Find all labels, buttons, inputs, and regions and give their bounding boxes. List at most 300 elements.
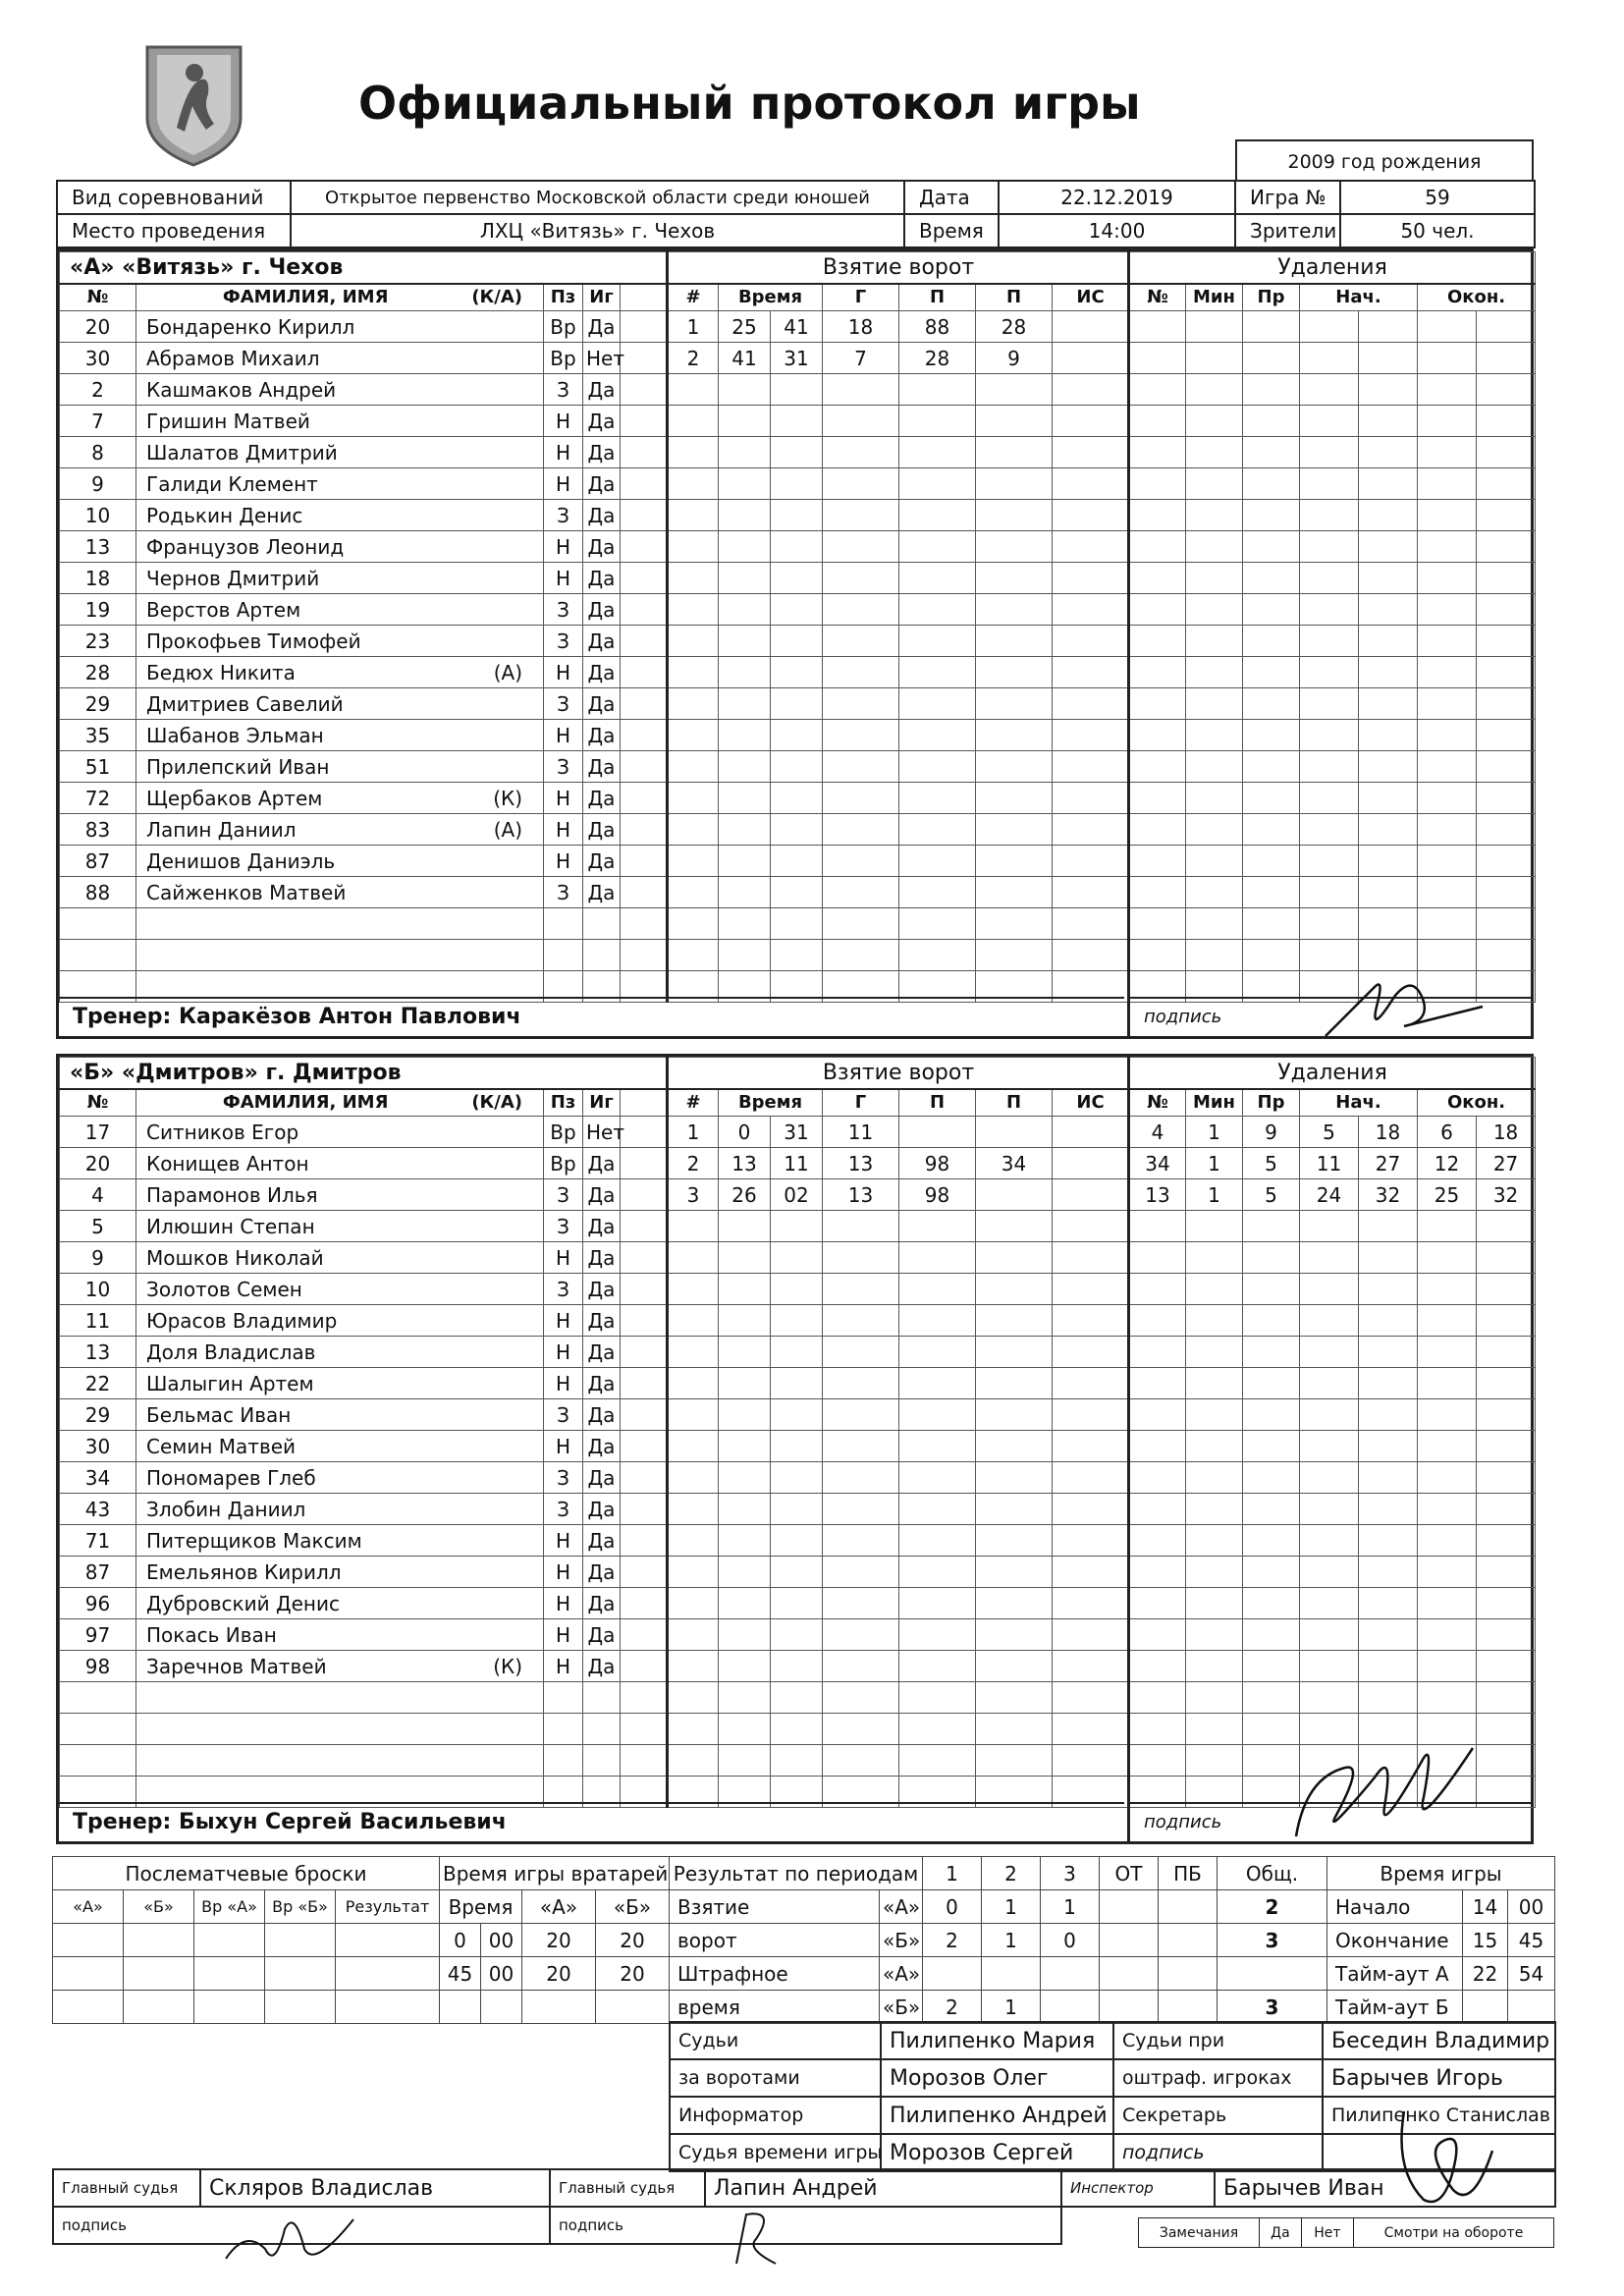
player-position [544,940,583,971]
player-played: Да [583,626,621,657]
penalty-cell [1359,1211,1418,1242]
penalty-cell [1477,468,1536,500]
blank-cell [621,1368,667,1399]
penalty-cell [1300,626,1359,657]
goal-cell [976,814,1053,846]
penalty-cell [1300,311,1359,343]
player-position: Н [544,1242,583,1274]
goal-row [668,468,1129,500]
goal-cell [823,1462,899,1494]
goal-cell: 25 [719,311,771,343]
goal-cell [668,1368,719,1399]
penalty-cell [1300,1588,1359,1619]
penalty-cell [1477,1619,1536,1651]
penalty-cell [1418,1588,1477,1619]
goal-cell [976,877,1053,908]
player-name-text: Дубровский Денис [146,1591,340,1615]
player-number: 4 [60,1179,136,1211]
penalty-cell [1243,1431,1300,1462]
goal-row [668,783,1129,814]
player-number: 22 [60,1368,136,1399]
goal-cell: 28 [976,311,1053,343]
penalty-cell [1359,814,1418,846]
penalty-cell [1243,783,1300,814]
goal-cell [668,500,719,531]
time-value: 14:00 [999,214,1235,247]
shootout-col-gk-b: Вр «Б» [265,1890,336,1924]
informer-label: Информатор [670,2097,881,2134]
goal-cell [668,468,719,500]
player-name-text: Парамонов Илья [146,1182,318,1207]
goal-cell [1053,846,1129,877]
goal-cell: 2 [668,1148,719,1179]
penalty-row [1129,1619,1536,1651]
goal-cell: 13 [719,1148,771,1179]
goal-cell [1053,814,1129,846]
player-row [60,1368,667,1399]
period-cell [923,1957,982,1991]
penalty-cell [1359,594,1418,626]
penalty-cell [1477,437,1536,468]
penalty-cell [1300,846,1359,877]
goal-cell [668,688,719,720]
goal-row [668,1619,1129,1651]
goal-cell [719,877,771,908]
pim-row-label: время [670,1991,880,2024]
penalty-cell [1418,500,1477,531]
goal-cell [668,1494,719,1525]
goal-cell [771,1431,823,1462]
goal-cell [668,626,719,657]
goal-cell [771,406,823,437]
goal-col-scorer: Г [823,1089,899,1117]
team-a-sign-label: подпись [1127,997,1534,1036]
goal-cell [719,783,771,814]
player-number [60,908,136,940]
goal-cell [719,657,771,688]
goal-row [668,1179,1129,1211]
goal-cell [1053,657,1129,688]
row-team-a: «А» [880,1890,923,1924]
date-label: Дата [904,181,999,214]
penalty-cell [1418,1368,1477,1399]
team-b-goals-title: Взятие ворот [668,1058,1129,1089]
blank-cell [621,1179,667,1211]
player-row [60,1619,667,1651]
period-cell: 1 [982,1991,1041,2024]
goal-cell [771,1619,823,1651]
penalty-cell [1243,374,1300,406]
goal-cell [899,406,976,437]
goal-row [668,1431,1129,1462]
goal-cell [719,1431,771,1462]
penalty-cell [1243,1525,1300,1557]
goal-row [668,1745,1129,1777]
penalty-cell [1300,751,1359,783]
penalty-cell: 5 [1243,1148,1300,1179]
player-row [60,531,667,563]
goal-row [668,500,1129,531]
timeout-a-minutes: 54 [1508,1957,1555,1991]
head-ref-1-signature [216,2200,363,2278]
penalty-cell [1359,437,1418,468]
blank-cell [621,1399,667,1431]
game-number-label: Игра № [1235,181,1340,214]
goal-cell [1053,1368,1129,1399]
penalty-cell [1477,1651,1536,1682]
player-row [60,500,667,531]
goal-cell [668,814,719,846]
player-name [136,1682,544,1714]
player-row [60,1682,667,1714]
period-col-3: 3 [1041,1857,1100,1890]
player-number: 29 [60,1399,136,1431]
goal-cell [1053,1337,1129,1368]
timeout-a-label: Тайм-аут А [1327,1957,1463,1991]
blank-cell [621,1682,667,1714]
player-name [136,1462,544,1494]
penalty-cell [1186,468,1243,500]
player-name-text: Дмитриев Савелий [146,691,344,716]
goal-row [668,1651,1129,1682]
penalty-cell [1477,814,1536,846]
goal-cell [823,406,899,437]
penalty-cell [1129,1651,1186,1682]
penalty-cell [1300,1557,1359,1588]
player-name-text: Шалыгин Артем [146,1371,314,1395]
goal-cell [1053,406,1129,437]
player-played: Нет [583,1117,621,1148]
penalty-cell [1300,877,1359,908]
player-name-text: Заречнов Матвей [146,1654,327,1678]
goal-cell [976,688,1053,720]
penalty-cell [1243,1557,1300,1588]
goal-cell: 02 [771,1179,823,1211]
goal-cell [668,1337,719,1368]
goal-cell [823,437,899,468]
goal-cell [719,1211,771,1242]
penalty-row [1129,940,1536,971]
goal-cell [823,1368,899,1399]
blank-cell [621,688,667,720]
goal-cell [899,468,976,500]
blank-cell [621,908,667,940]
goal-cell [823,500,899,531]
player-name-text: Бондаренко Кирилл [146,314,355,339]
penalty-row [1129,688,1536,720]
player-played: Да [583,1242,621,1274]
gk-col-a: «А» [522,1890,596,1924]
penalty-row [1129,1368,1536,1399]
penalty-cell [1418,1494,1477,1525]
gk-cell: 20 [522,1957,596,1991]
goal-cell [976,1117,1053,1148]
team-a-penalties [1127,251,1536,1003]
timeout-a-hours: 22 [1463,1957,1508,1991]
goal-cell [719,1525,771,1557]
goal-cell: 98 [899,1179,976,1211]
player-row [60,626,667,657]
penalty-cell [1129,1368,1186,1399]
penalty-cell [1418,437,1477,468]
goal-cell [823,1557,899,1588]
goal-cell [1053,1117,1129,1148]
col-num: № [60,1089,136,1117]
goal-cell: 41 [719,343,771,374]
goal-col-time: Время [719,284,823,311]
player-played [583,1682,621,1714]
goal-cell [976,1242,1053,1274]
col-name-text: ФАМИЛИЯ, ИМЯ [222,1092,389,1114]
blank-cell [621,1148,667,1179]
penalty-cell [1129,1682,1186,1714]
goal-cell [668,1619,719,1651]
player-row [60,563,667,594]
penalty-cell [1300,406,1359,437]
goal-cell [771,1305,823,1337]
player-name [136,374,544,406]
team-b-roster [59,1057,667,1808]
remarks-no: Нет [1301,2218,1353,2248]
goal-cell [899,814,976,846]
goal-cell [771,531,823,563]
goal-cell [771,688,823,720]
goal-col-assist2: П [976,284,1053,311]
penalty-cell [1300,500,1359,531]
player-name-text: Золотов Семен [146,1277,302,1301]
player-name-text: Покась Иван [146,1622,277,1647]
player-played: Да [583,563,621,594]
player-number: 7 [60,406,136,437]
goal-row [668,657,1129,688]
penalty-row [1129,1682,1536,1714]
penalty-row [1129,1274,1536,1305]
goal-cell [771,1651,823,1682]
goal-cell [719,1337,771,1368]
penalty-cell [1418,626,1477,657]
goal-cell [899,908,976,940]
penalty-cell [1243,1211,1300,1242]
penalty-cell [1359,1525,1418,1557]
remarks-table [1138,2217,1554,2248]
penalty-cell: 13 [1129,1179,1186,1211]
player-row [60,814,667,846]
player-position: Н [544,1557,583,1588]
penalty-cell [1300,657,1359,688]
penalty-cell [1300,1242,1359,1274]
goal-col-idx: # [668,284,719,311]
penalty-cell [1300,1651,1359,1682]
player-name [136,940,544,971]
head-ref-1-name: Скляров Владислав [200,2169,550,2207]
blank-cell [621,500,667,531]
end-hours: 15 [1463,1924,1508,1957]
goal-cell [899,1651,976,1682]
goal-cell [719,563,771,594]
penalty-cell [1477,563,1536,594]
penalty-cell [1359,1399,1418,1431]
goals-row-label: ворот [670,1924,880,1957]
team-a-roster [59,251,667,1003]
goal-col-situation: ИС [1053,284,1129,311]
goal-cell [771,1211,823,1242]
goal-cell [771,814,823,846]
goal-cell [976,751,1053,783]
goal-cell [771,437,823,468]
penalty-cell [1186,657,1243,688]
penalty-cell [1186,343,1243,374]
player-name [136,688,544,720]
penalty-cell [1418,531,1477,563]
penalty-cell: 1 [1186,1117,1243,1148]
player-played: Да [583,1179,621,1211]
goal-cell [976,657,1053,688]
pen-col-reason: Пр [1243,284,1300,311]
penalty-cell [1300,594,1359,626]
penalty-cell [1129,343,1186,374]
penalty-cell [1243,1368,1300,1399]
penalty-judges-label-2: оштраф. игроках [1113,2059,1323,2097]
goal-cell [976,1588,1053,1619]
penalty-cell [1477,1588,1536,1619]
penalty-cell [1129,908,1186,940]
penalty-row [1129,1462,1536,1494]
goal-cell [1053,1305,1129,1337]
player-row [60,437,667,468]
goal-cell [668,657,719,688]
period-cell: 2 [923,1924,982,1957]
goal-row [668,1305,1129,1337]
goal-row [668,688,1129,720]
penalty-cell [1186,500,1243,531]
penalty-cell [1300,1431,1359,1462]
penalty-cell: 12 [1418,1148,1477,1179]
goal-judges-label-2: за воротами [670,2059,881,2097]
penalty-cell [1300,940,1359,971]
goal-cell [719,1399,771,1431]
goal-cell [823,688,899,720]
player-position: Вр [544,343,583,374]
goal-row [668,1211,1129,1242]
period-cell [1100,1991,1159,2024]
penalty-row [1129,626,1536,657]
blank-cell [621,783,667,814]
player-name-text: Бедюх Никита [146,660,296,684]
goal-cell [668,940,719,971]
remarks-label: Замечания [1139,2218,1260,2248]
period-cell: 0 [1041,1924,1100,1957]
player-row [60,1494,667,1525]
team-b-title: «Б» «Дмитров» г. Дмитров [60,1058,667,1089]
goal-cell [823,1211,899,1242]
player-name-text: Юрасов Владимир [146,1308,338,1333]
player-played [583,1714,621,1745]
player-name [136,1242,544,1274]
player-number: 96 [60,1588,136,1619]
start-hours: 14 [1463,1890,1508,1924]
blank-cell [621,1274,667,1305]
goal-cell [771,1494,823,1525]
player-number: 35 [60,720,136,751]
player-played: Да [583,1274,621,1305]
penalty-cell [1359,1242,1418,1274]
penalty-cell [1300,531,1359,563]
col-ka: (К/А) [471,287,522,308]
goal-cell [719,688,771,720]
player-played: Да [583,1337,621,1368]
goal-cell [899,1557,976,1588]
goal-cell [899,1462,976,1494]
goal-cell [823,594,899,626]
penalty-cell [1186,1274,1243,1305]
penalty-cell [1418,594,1477,626]
gk-cell: 20 [522,1924,596,1957]
player-position: Н [544,437,583,468]
blank-cell [621,1337,667,1368]
penalty-cell [1243,468,1300,500]
player-row [60,468,667,500]
goal-cell: 9 [976,343,1053,374]
goal-cell [1053,1557,1129,1588]
inspector-label: Инспектор [1061,2169,1215,2207]
penalty-cell [1243,688,1300,720]
goal-cell [976,626,1053,657]
penalty-cell [1418,1242,1477,1274]
goal-cell [899,1211,976,1242]
player-name-text: Бельмас Иван [146,1402,292,1427]
player-played: Да [583,1399,621,1431]
player-name [136,626,544,657]
goal-cell [668,531,719,563]
goal-row [668,908,1129,940]
goal-row [668,877,1129,908]
player-name-text: Мошков Николай [146,1245,324,1270]
blank-cell [621,1494,667,1525]
goal-cell [899,846,976,877]
team-b-penalties [1127,1057,1536,1808]
goal-cell [823,751,899,783]
goal-cell [1053,1682,1129,1714]
goal-cell [771,1274,823,1305]
penalty-cell [1300,1462,1359,1494]
penalty-cell [1129,814,1186,846]
goal-cell [1053,720,1129,751]
player-played: Да [583,846,621,877]
competition-value: Открытое первенство Московской области среди юношей [291,181,904,214]
player-row [60,1557,667,1588]
player-name-text: Чернов Дмитрий [146,566,320,590]
penalty-cell [1243,500,1300,531]
penalty-cell: 1 [1186,1179,1243,1211]
goal-col-idx: # [668,1089,719,1117]
goal-cell [668,1651,719,1682]
player-played: Да [583,1462,621,1494]
player-name-text: Злобин Даниил [146,1497,306,1521]
goal-cell [823,468,899,500]
goal-cell [719,1242,771,1274]
col-played: Иг [583,1089,621,1117]
start-label: Начало [1327,1890,1463,1924]
blank-cell [621,1525,667,1557]
penalty-cell [1186,1337,1243,1368]
penalty-cell [1300,1682,1359,1714]
penalty-cell [1359,531,1418,563]
player-name-text: Емельянов Кирилл [146,1559,342,1584]
gk-cell: 00 [481,1957,522,1991]
pen-col-reason: Пр [1243,1089,1300,1117]
penalty-cell [1129,1462,1186,1494]
player-name [136,1431,544,1462]
